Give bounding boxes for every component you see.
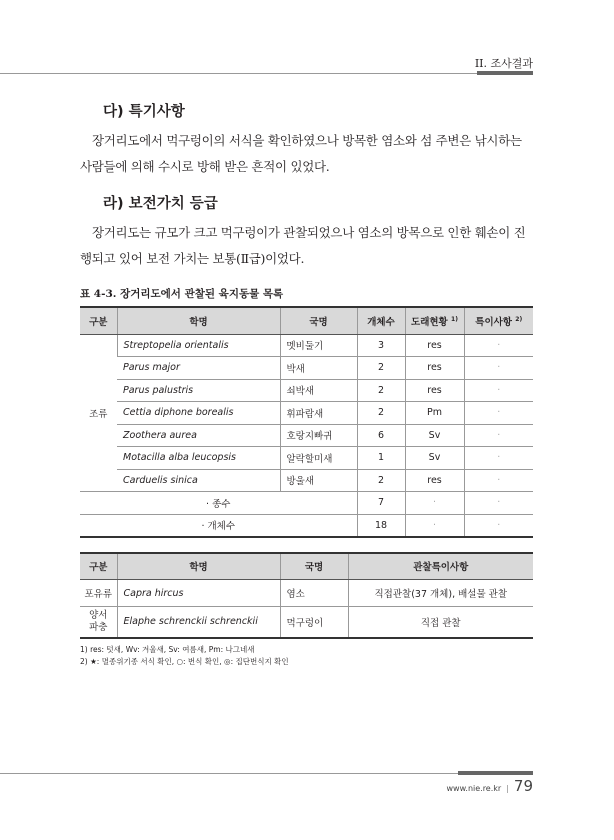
korean-name: 박새 — [280, 357, 357, 380]
table-row — [80, 402, 533, 425]
status-cell: res — [405, 357, 464, 380]
observation-note: 직접 관찰 — [348, 607, 533, 638]
footer-separator: | — [506, 784, 509, 793]
header-rule — [0, 73, 533, 74]
status-cell: Sv — [405, 447, 464, 470]
footnote: 2) ★: 멸종위기종 서식 확인, ○: 번식 확인, ◎: 집단번식지 확인 — [80, 656, 289, 666]
status-cell: Pm — [405, 402, 464, 425]
running-header: II. 조사결과 — [474, 57, 533, 70]
korean-name: 호랑지빠귀 — [280, 424, 357, 447]
korean-name: 쇠박새 — [280, 379, 357, 402]
count-cell: 1 — [357, 447, 405, 470]
korean-name: 멧비둘기 — [280, 334, 357, 357]
note-cell: · — [464, 334, 533, 357]
scientific-name: Cettia diphone borealis — [117, 402, 280, 425]
footer-accent-bar — [458, 771, 533, 775]
section-body: 장거리도는 규모가 크고 먹구렁이가 관찰되었으나 염소의 방목으로 인한 훼손이 진행되고 있어 보전 가치는 보통(Ⅱ급)이었다. — [80, 225, 526, 266]
note-cell: · — [464, 424, 533, 447]
scientific-name: Parus major — [117, 357, 280, 380]
total-count: 18 — [357, 514, 405, 537]
col-header: 국명 — [280, 307, 357, 334]
section-body: 장거리도에서 먹구렁이의 서식을 확인하였으나 방목한 염소와 섬 주변은 낚시하는 사람들에 의해 수시로 방해 받은 흔적이 있었다. — [80, 133, 522, 174]
scientific-name: Zoothera aurea — [117, 424, 280, 447]
footer-url[interactable]: www.nie.re.kr — [446, 784, 502, 793]
group-cell: 양서 파충 — [80, 607, 117, 638]
col-header: 관찰특이사항 — [348, 553, 533, 580]
table-row — [80, 424, 533, 447]
total-status: · — [405, 514, 464, 537]
table-caption: 표 4-3. 장거리도에서 관찰된 육지동물 목록 — [80, 288, 284, 300]
table-row — [80, 469, 533, 492]
footer — [447, 777, 534, 795]
col-header: 구분 — [80, 307, 117, 334]
status-cell: Sv — [405, 424, 464, 447]
group-cell: 조류 — [80, 334, 117, 492]
total-count: 7 — [357, 492, 405, 515]
observation-note: 직접관찰(37 개체), 배설물 관찰 — [348, 580, 533, 607]
table-row — [80, 580, 533, 607]
section-heading: 라) 보전가치 등급 — [103, 196, 218, 212]
table-row — [80, 379, 533, 402]
korean-name: 방울새 — [280, 469, 357, 492]
total-note: · — [464, 492, 533, 515]
count-cell: 3 — [357, 334, 405, 357]
col-header: 국명 — [280, 553, 348, 580]
korean-name: 먹구렁이 — [280, 607, 348, 638]
total-row — [80, 492, 533, 515]
footnote: 1) res: 텃새, Wv: 겨울새, Sv: 여름새, Pm: 나그네새 — [80, 644, 255, 654]
scientific-name: Motacilla alba leucopsis — [117, 447, 280, 470]
scientific-name: Carduelis sinica — [117, 469, 280, 492]
other-animals-table — [80, 552, 533, 639]
count-cell: 2 — [357, 402, 405, 425]
korean-name: 휘파람새 — [280, 402, 357, 425]
korean-name: 염소 — [280, 580, 348, 607]
col-header: 개체수 — [357, 307, 405, 334]
total-label: · 개체수 — [80, 514, 357, 537]
total-row — [80, 514, 533, 537]
note-cell: · — [464, 447, 533, 470]
group-cell: 포유류 — [80, 580, 117, 607]
count-cell: 2 — [357, 469, 405, 492]
count-cell: 6 — [357, 424, 405, 447]
col-header: 특이사항 $^{2)}$ — [464, 307, 533, 334]
header-accent-bar — [477, 71, 533, 75]
status-cell: res — [405, 469, 464, 492]
section-heading: 다) 특기사항 — [103, 104, 185, 120]
footer-rule — [0, 773, 533, 774]
total-note: · — [464, 514, 533, 537]
table-row — [80, 607, 533, 638]
status-cell: res — [405, 334, 464, 357]
table-row — [80, 334, 533, 357]
scientific-name: Elaphe schrenckii schrenckii — [117, 607, 280, 638]
note-cell: · — [464, 402, 533, 425]
scientific-name: Capra hircus — [117, 580, 280, 607]
count-cell: 2 — [357, 357, 405, 380]
status-cell: res — [405, 379, 464, 402]
col-header: 학명 — [117, 307, 280, 334]
table-row — [80, 447, 533, 470]
page-body — [80, 102, 535, 668]
korean-name: 알락할미새 — [280, 447, 357, 470]
scientific-name: Streptopelia orientalis — [117, 334, 280, 357]
footnotes — [80, 644, 535, 668]
note-cell: · — [464, 379, 533, 402]
scientific-name: Parus palustris — [117, 379, 280, 402]
note-cell: · — [464, 357, 533, 380]
count-cell: 2 — [357, 379, 405, 402]
col-header: 도래현황 $^{1)}$ — [405, 307, 464, 334]
total-status: · — [405, 492, 464, 515]
note-cell: · — [464, 469, 533, 492]
col-header: 구분 — [80, 553, 117, 580]
total-label: · 종수 — [80, 492, 357, 515]
page-number: 79 — [513, 777, 533, 795]
col-header: 학명 — [117, 553, 280, 580]
bird-table — [80, 306, 533, 538]
table-row — [80, 357, 533, 380]
